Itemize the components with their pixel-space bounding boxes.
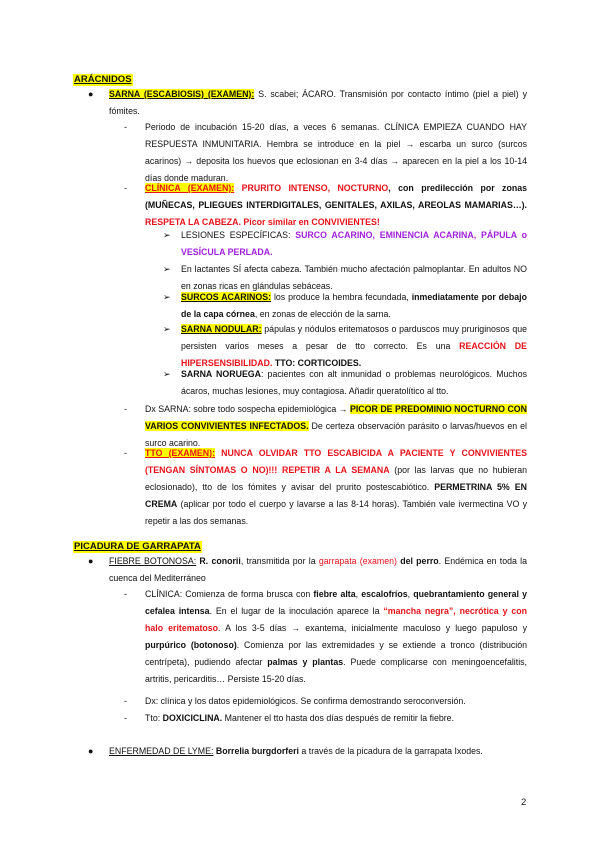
sarna-clinica: CLÍNICA (EXAMEN): PRURITO INTENSO, NOCTURNO, con predilección por zonas (MUÑECAS, PLIEGUES INTERDIGITALES, GENITALES, AXILAS, AREOLAS MAMARIAS…). RESPETA LA CABEZA. Picor similar en CONVIVIENTES! <box>145 183 527 227</box>
sarna-heading: SARNA (ESCABIOSIS) (EXAMEN): <box>109 89 255 99</box>
fiebre-tto: Tto: DOXICICLINA. Mantener el tto hasta dos días después de remitir la fiebre. <box>145 713 455 723</box>
sarna-tto: TTO (EXAMEN): NUNCA OLVIDAR TTO ESCABICIDA A PACIENTE Y CONVIVIENTES (TENGAN SÍNTOMAS O NO)!!! REPETIR A LA SEMANA (por las larvas que no hubieran eclosionado), tto de los fómites y avisar del prurito postescabiótico. PERMETRINA 5% EN CREMA (aplicar por todo el cuerpo y lavarse a las 8-14 horas). También vale ivermectina VO y repetir a las dos semanas. <box>145 448 527 526</box>
sarna-lactantes: En lactantes SÍ afecta cabeza. También mucho afectación palmoplantar. En adultos NO en zonas ricas en glándulas sebáceas. <box>181 264 527 291</box>
arrow-marker: ➢ <box>163 230 171 240</box>
sarna-intro: SARNA (ESCABIOSIS) (EXAMEN): S. scabei; ÁCARO. Transmisión por contacto íntimo (piel a piel) y fómites. <box>109 89 527 116</box>
dash-marker: - <box>124 122 127 132</box>
sarna-noruega: SARNA NORUEGA: pacientes con alt inmunidad o problemas neurológicos. Muchos ácaros, muchas lesiones, muy contagiosa. Añadir queratolítico al tto. <box>181 369 527 396</box>
arrow-marker: ➢ <box>163 324 171 334</box>
bullet-marker: ● <box>88 89 94 99</box>
arrow-marker: ➢ <box>163 264 171 274</box>
dash-marker: - <box>124 713 127 723</box>
fiebre-botonosa: FIEBRE BOTONOSA: R. conorii, transmitida por la garrapata (examen) del perro. Endémica en toda la cuenca del Mediterráneo <box>109 556 528 583</box>
bullet-marker: ● <box>88 556 94 566</box>
dash-marker: - <box>124 589 127 599</box>
enfermedad-lyme: ENFERMEDAD DE LYME: Borrelia burgdorferi a través de la picadura de la garrapata Ixodes. <box>109 746 483 756</box>
section-title-garrapata: PICADURA DE GARRAPATA <box>74 541 201 552</box>
arrow-marker: ➢ <box>163 369 171 379</box>
fiebre-dx: Dx: clínica y los datos epidemiológicos. Se confirma demostrando seroconversión. <box>145 696 466 706</box>
bullet-marker: ● <box>88 746 94 756</box>
arrow-marker: ➢ <box>163 292 171 302</box>
sarna-surcos: SURCOS ACARINOS: los produce la hembra fecundada, inmediatamente por debajo de la capa córnea, en zonas de elección de la sarna. <box>181 292 527 319</box>
sarna-lesiones: LESIONES ESPECÍFICAS: SURCO ACARINO, EMINENCIA ACARINA, PÁPULA o VESÍCULA PERLADA. <box>181 230 527 257</box>
sarna-nodular: SARNA NODULAR: pápulas y nódulos eritematosos o parduscos muy pruriginosos que persisten varios meses a pesar de tto correcto. Es una REACCIÓN DE HIPERSENSIBILIDAD. TTO: CORTICOIDES. <box>181 324 528 368</box>
fiebre-clinica: CLÍNICA: Comienza de forma brusca con fiebre alta, escalofríos, quebrantamiento general y cefalea intensa. En el lugar de la inoculación aparece la “mancha negra”, necrótica y con halo eritematoso. A los 3-5 días → exantema, inicialmente maculoso y luego papuloso y purpúrico (botonoso). Comienza por las extremidades y se extiende a tronco (distribución centrípeta), pudiendo afectar palmas y plantas. Puede complicarse con meningoencefalitis, artritis, pericarditis… Persiste 15-20 días. <box>145 589 528 684</box>
sarna-dx: Dx SARNA: sobre todo sospecha epidemiológica → PICOR DE PREDOMINIO NOCTURNO CON VARIOS CONVIVIENTES INFECTADOS. De certeza observación parásito o larvas/huevos en el surco acarino. <box>145 404 527 448</box>
page-number: 2 <box>521 797 527 808</box>
section-title-aracnidos: ARÁCNIDOS <box>74 74 132 85</box>
dash-marker: - <box>124 696 127 706</box>
sarna-periodo: Periodo de incubación 15-20 días, a veces 6 semanas. CLÍNICA EMPIEZA CUANDO HAY RESPUESTA INMUNITARIA. Hembra se introduce en la piel → escarba un surco (surcos acarinos) → deposita los huevos que eclosionan en 3-4 días → aparecen en la piel a los 10-14 días donde maduran. <box>145 122 527 183</box>
dash-marker: - <box>124 448 127 458</box>
dash-marker: - <box>124 404 127 414</box>
dash-marker: - <box>124 183 127 193</box>
